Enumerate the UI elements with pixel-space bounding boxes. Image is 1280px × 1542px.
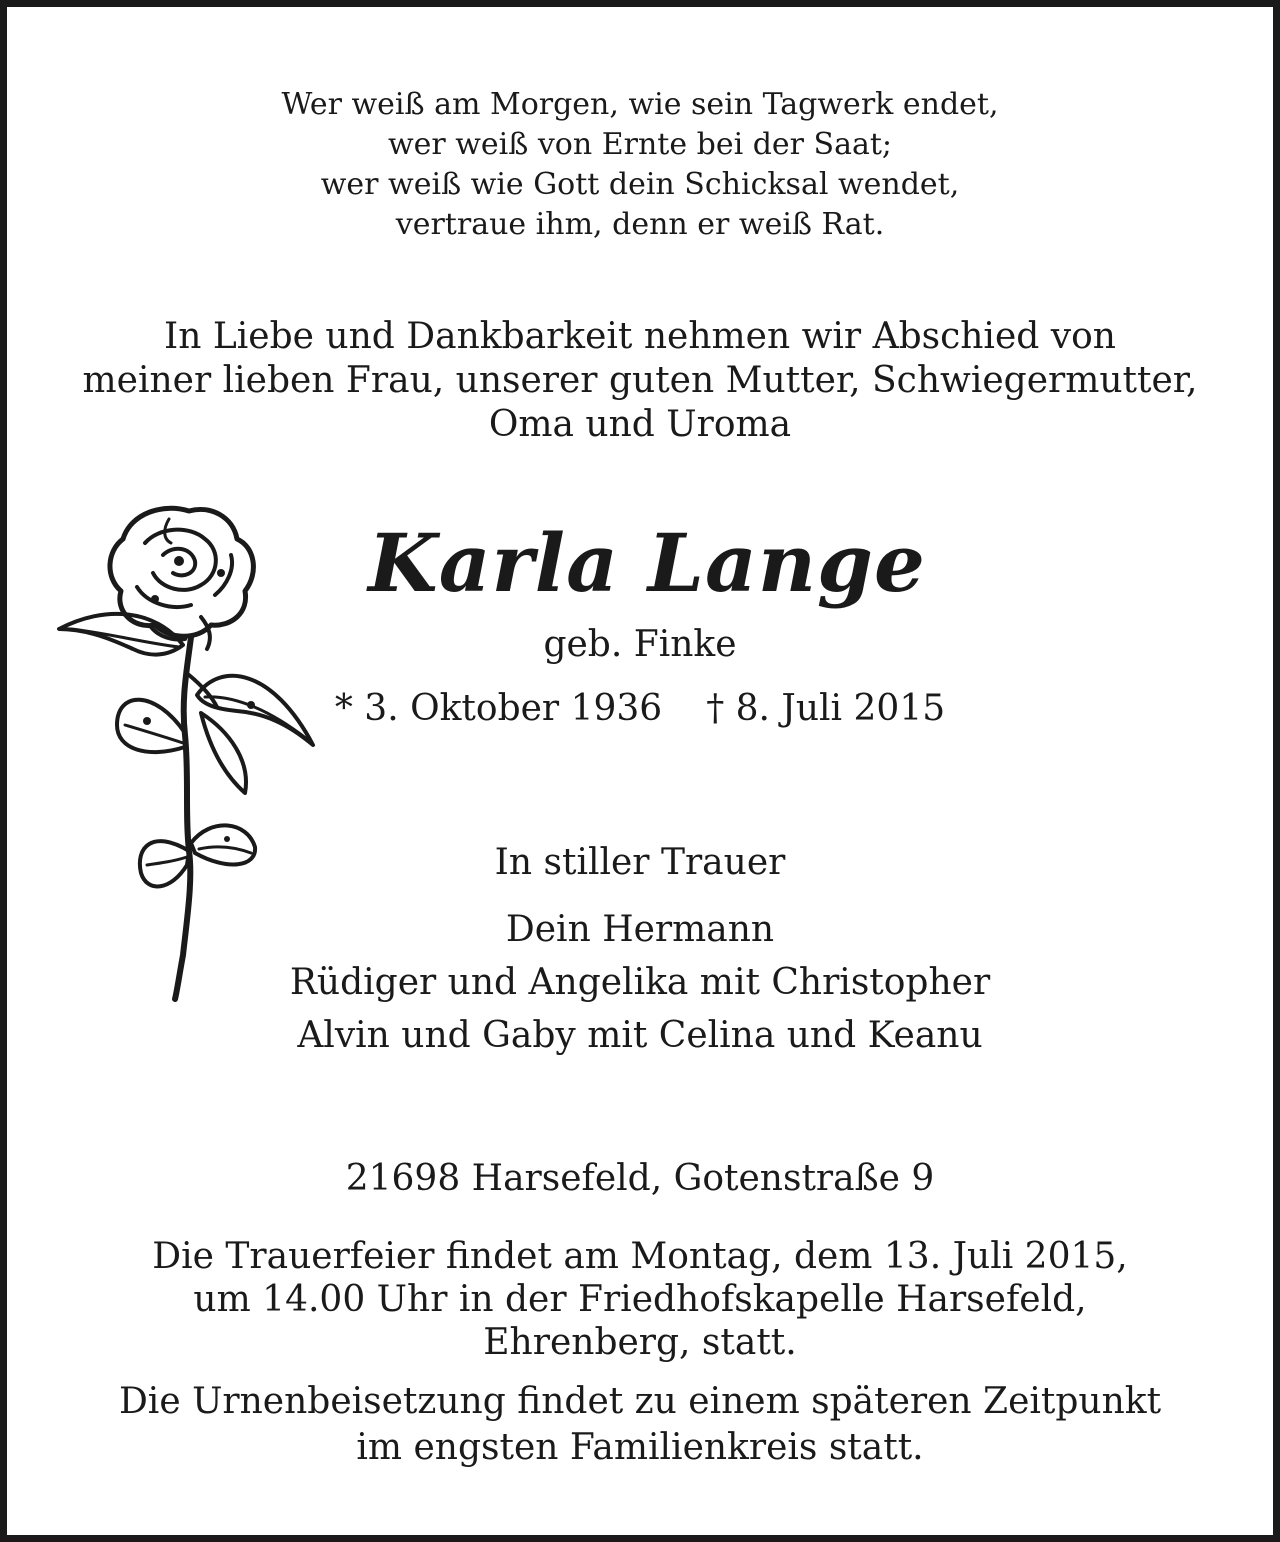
life-dates	[7, 687, 1273, 731]
deceased-name: Karla Lange	[368, 516, 926, 610]
verse-line: vertraue ihm, denn er weiß Rat.	[395, 207, 885, 242]
family-list	[7, 903, 1273, 1062]
mourning-heading: In stiller Trauer	[494, 842, 786, 883]
verse-line: Wer weiß am Morgen, wie sein Tagwerk endet,	[281, 87, 999, 122]
urn-line: Die Urnenbeisetzung findet zu einem späteren Zeitpunkt	[118, 1381, 1162, 1422]
intro-line: Oma und Uroma	[488, 404, 792, 445]
family-member: Alvin und Gaby mit Celina und Keanu	[297, 1015, 983, 1056]
intro-line: meiner lieben Frau, unserer guten Mutter, Schwiegermutter,	[82, 360, 1198, 401]
birth-name: geb. Finke	[543, 624, 737, 665]
address: 21698 Harsefeld, Gotenstraße 9	[345, 1158, 935, 1199]
family-member: Dein Hermann	[505, 909, 775, 950]
urn-line: im engsten Familienkreis statt.	[356, 1427, 924, 1468]
verse	[7, 85, 1273, 245]
family-member: Rüdiger und Angelika mit Christopher	[289, 962, 991, 1003]
service-details	[7, 1235, 1273, 1364]
verse-line: wer weiß wie Gott dein Schicksal wendet,	[320, 167, 960, 202]
intro-text	[7, 315, 1273, 447]
service-line: Ehrenberg, statt.	[483, 1322, 797, 1363]
urn-burial-details	[7, 1379, 1273, 1471]
service-line: Die Trauerfeier findet am Montag, dem 13. Juli 2015,	[152, 1236, 1128, 1277]
death-date: † 8. Juli 2015	[706, 688, 946, 729]
intro-line: In Liebe und Dankbarkeit nehmen wir Abschied von	[164, 316, 1116, 357]
service-line: um 14.00 Uhr in der Friedhofskapelle Harsefeld,	[193, 1279, 1087, 1320]
verse-line: wer weiß von Ernte bei der Saat;	[387, 127, 893, 162]
birth-date: * 3. Oktober 1936	[334, 688, 663, 729]
